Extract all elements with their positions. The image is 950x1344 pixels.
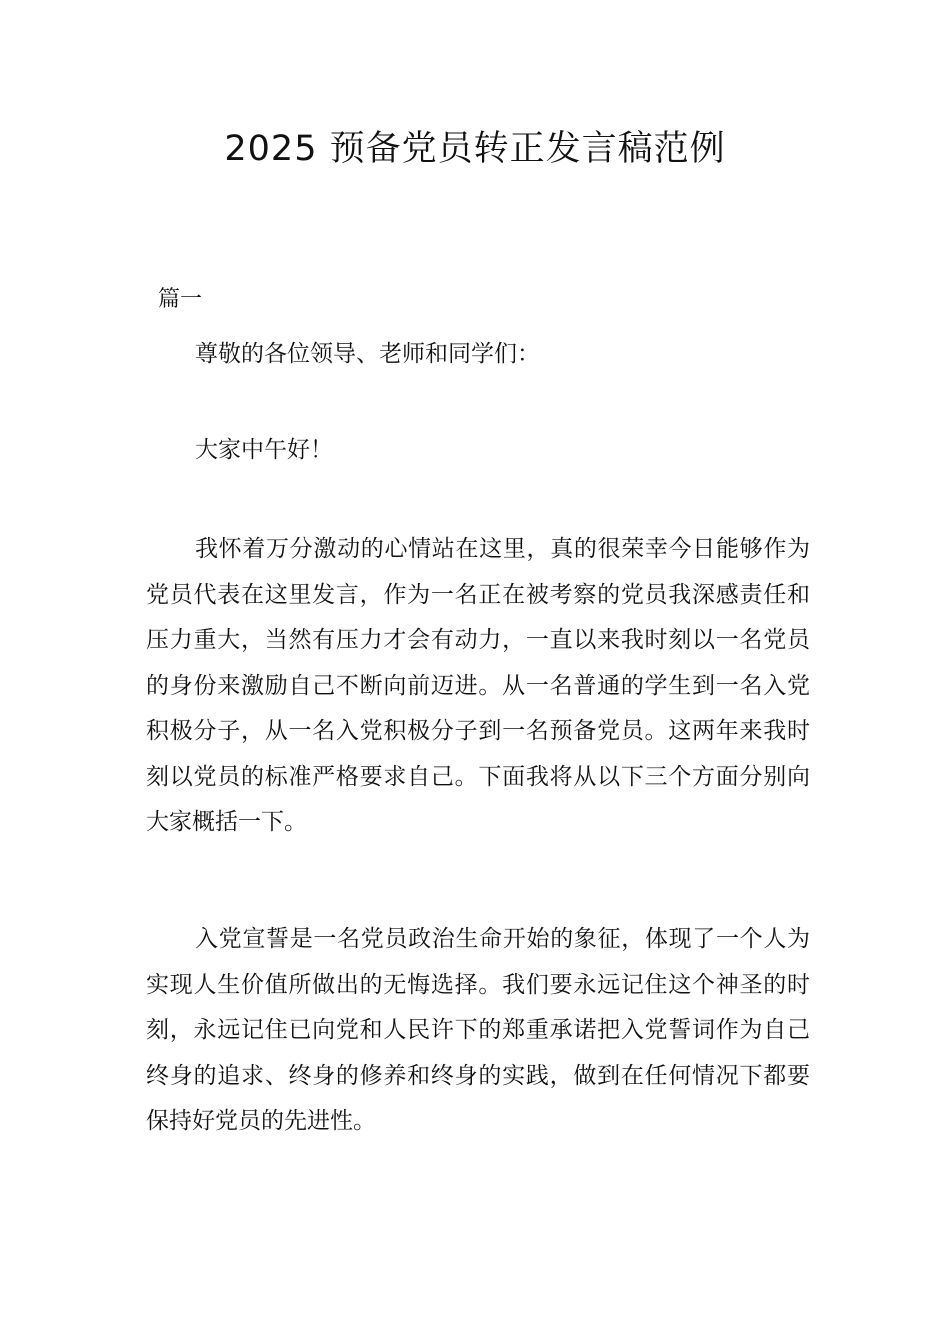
document-title: 2025 预备党员转正发言稿范例 bbox=[224, 129, 726, 169]
body-paragraph-2: 入党宣誓是一名党员政治生命开始的象征，体现了一个人为实现人生价值所做出的无悔选择。我们要永远记住这个神圣的时刻，永远记住已向党和人民许下的郑重承诺把入党誓词作为自己终身的追求、终身的修养和终身的实践，做到在任何情况下都要保持好党员的先进性。 bbox=[146, 926, 810, 1134]
hello-paragraph: 大家中午好！ bbox=[195, 437, 333, 463]
body-paragraph-1: 我怀着万分激动的心情站在这里，真的很荣幸今日能够作为党员代表在这里发言，作为一名正在被考察的党员我深感责任和压力重大，当然有压力才会有动力，一直以来我时刻以一名党员的身份来激励自己不断向前迈进。从一名普通的学生到一名入党积极分子，从一名入党积极分子到一名预备党员。这两年来我时刻以党员的标准严格要求自己。下面我将从以下三个方面分别向大家概括一下。 bbox=[146, 536, 810, 835]
section-label: 篇一 bbox=[158, 287, 203, 312]
greeting-paragraph: 尊敬的各位领导、老师和同学们： bbox=[195, 341, 540, 367]
